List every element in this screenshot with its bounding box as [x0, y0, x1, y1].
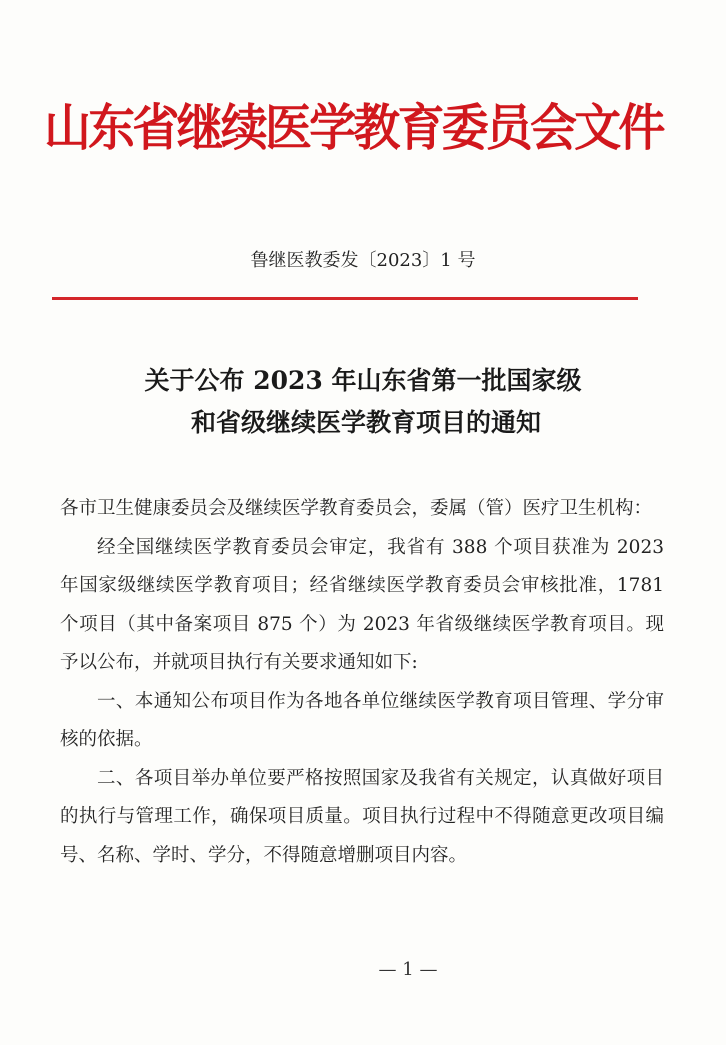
page-number: — 1 —: [378, 959, 438, 980]
notice-title: [0, 360, 726, 444]
notice-title-line-1: 关于公布 2023 年山东省第一批国家级: [144, 366, 582, 395]
notice-title-line-2: 和省级继续医学教育项目的通知: [190, 408, 541, 437]
document-number: 鲁继医教委发〔2023〕1 号: [250, 250, 476, 271]
notice-body: [60, 490, 664, 875]
body-paragraph-3: 二、各项目举办单位要严格按照国家及我省有关规定，认真做好项目的执行与管理工作，确保项目质量。项目执行过程中不得随意更改项目编号、名称、学时、学分，不得随意增删项目内容。: [60, 767, 664, 866]
body-paragraph-2: 一、本通知公布项目作为各地各单位继续医学教育项目管理、学分审核的依据。: [60, 690, 664, 750]
body-paragraph-1: 经全国继续医学教育委员会审定，我省有 388 个项目获准为 2023 年国家级继续医学教育项目；经省继续医学教育委员会审核批准，1781 个项目（其中备案项目 875 个）为 2023 年省级继续医学教育项目。现予以公布，并就项目执行有关要求通知如下:: [60, 536, 664, 673]
salutation: 各市卫生健康委员会及继续医学教育委员会，委属（管）医疗卫生机构：: [60, 498, 653, 519]
document-header-title: 山东省继续医学教育委员会文件: [44, 99, 663, 157]
red-divider-line: [52, 297, 638, 300]
